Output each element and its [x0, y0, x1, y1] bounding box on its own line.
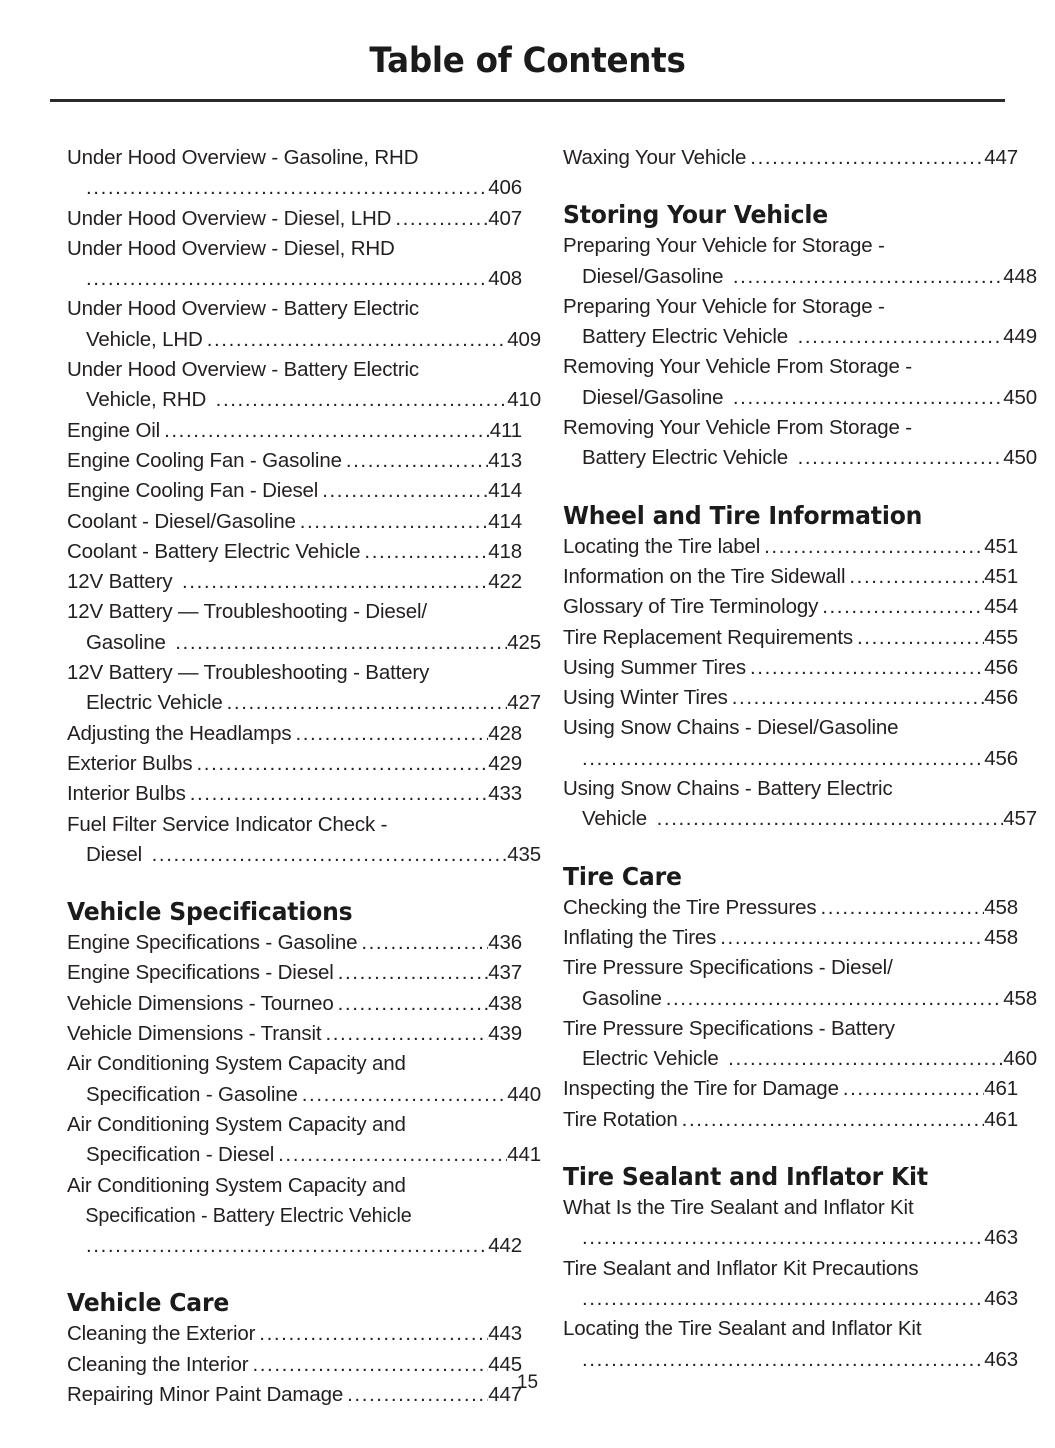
- dot-leader: [582, 1345, 984, 1375]
- toc-leader-row: [67, 446, 522, 476]
- toc-page-number: 437: [488, 961, 522, 985]
- toc-entry-text: Information on the Tire Sidewall: [563, 564, 846, 588]
- dot-leader: [732, 683, 984, 713]
- toc-page-number: 456: [984, 655, 1018, 679]
- toc-entry-text: Exterior Bulbs: [67, 751, 193, 775]
- toc-entry[interactable]: [563, 653, 1018, 683]
- toc-page-number: 463: [984, 1347, 1018, 1371]
- toc-leader-row: [67, 779, 522, 809]
- toc-leader-row: [563, 443, 1037, 473]
- toc-entry-line: Preparing Your Vehicle for Storage -: [563, 234, 885, 258]
- toc-entry[interactable]: [67, 1019, 522, 1049]
- toc-page-number: 461: [984, 1077, 1018, 1101]
- page-title: Table of Contents: [369, 41, 686, 81]
- toc-page-number: 443: [488, 1322, 522, 1346]
- toc-entry-text: Battery Electric Vehicle: [582, 446, 794, 470]
- toc-entry[interactable]: [563, 1254, 1018, 1315]
- toc-leader-row: [67, 1231, 522, 1261]
- toc-entry-text: Waxing Your Vehicle: [563, 146, 747, 169]
- toc-entry-text: Glossary of Tire Terminology: [563, 595, 819, 619]
- toc-entry-text: Electric Vehicle: [86, 691, 223, 715]
- toc-page-number: 406: [488, 176, 522, 200]
- toc-leader-row: [67, 1080, 541, 1110]
- toc-leader-row: [563, 1074, 1018, 1104]
- toc-leader-row: [67, 476, 522, 506]
- toc-entry[interactable]: [563, 352, 1037, 413]
- dot-leader: [86, 1231, 488, 1261]
- toc-page-number: 409: [507, 327, 541, 351]
- header-divider: [50, 99, 1005, 102]
- toc-entry[interactable]: [67, 294, 541, 355]
- toc-page-number: 410: [507, 388, 541, 412]
- toc-page-number: 438: [488, 991, 522, 1015]
- toc-page-number: 441: [507, 1143, 541, 1167]
- toc-page-number: 451: [984, 564, 1018, 588]
- toc-page-number: 457: [1003, 807, 1037, 831]
- toc-page-number: 458: [1003, 986, 1037, 1010]
- toc-page-number: 458: [984, 925, 1018, 949]
- dot-leader: [733, 383, 1003, 413]
- toc-page-number: 447: [984, 146, 1018, 169]
- toc-leader-row: [67, 385, 541, 415]
- toc-entry-text: Tire Replacement Requirements: [563, 625, 853, 649]
- toc-entry-line: Using Snow Chains - Battery Electric: [563, 777, 893, 801]
- toc-entry[interactable]: [563, 413, 1037, 474]
- toc-page-number: 411: [489, 418, 522, 442]
- toc-entry[interactable]: [67, 234, 522, 295]
- toc-column-right: [563, 143, 1037, 1375]
- toc-entry-line: What Is the Tire Sealant and Inflator Kit: [563, 1196, 914, 1220]
- dot-leader: [666, 984, 1004, 1014]
- toc-entry-text: Tire Rotation: [563, 1107, 678, 1131]
- toc-leader-row: [563, 1284, 1018, 1314]
- dot-leader: [750, 143, 984, 173]
- dot-leader: [338, 958, 489, 988]
- toc-page-number: 442: [488, 1234, 522, 1258]
- toc-entry-line: Using Snow Chains - Diesel/Gasoline: [563, 716, 899, 740]
- toc-entry[interactable]: [67, 143, 522, 204]
- toc-page-number: 414: [488, 509, 522, 533]
- toc-entry[interactable]: [67, 1171, 522, 1262]
- toc-entry-line: Removing Your Vehicle From Storage -: [563, 355, 912, 379]
- toc-entry-text: Repairing Minor Paint Damage: [67, 1382, 344, 1406]
- toc-entry-line: Under Hood Overview - Diesel, RHD: [67, 236, 395, 260]
- dot-leader: [182, 567, 488, 597]
- toc-leader-row: [563, 562, 1018, 592]
- toc-entry-text: Inflating the Tires: [563, 925, 717, 949]
- toc-page-number: 422: [488, 570, 522, 594]
- dot-leader: [857, 623, 984, 653]
- toc-entry[interactable]: [563, 231, 1037, 292]
- toc-entry[interactable]: [563, 1105, 1018, 1135]
- toc-entry-line: Air Conditioning System Capacity and: [67, 1112, 406, 1136]
- dot-leader: [164, 416, 490, 446]
- toc-entry-text: Vehicle, LHD: [86, 327, 203, 351]
- toc-leader-row: [563, 1345, 1018, 1375]
- toc-leader-row: [563, 923, 1018, 953]
- toc-page-number: 447: [488, 1382, 522, 1406]
- toc-entry-text: Engine Specifications - Diesel: [67, 961, 334, 985]
- toc-entry-line: 12V Battery — Troubleshooting - Battery: [67, 661, 430, 685]
- toc-entry-text: Vehicle, RHD: [86, 388, 212, 412]
- toc-entry[interactable]: [67, 567, 522, 597]
- toc-entry-line: Removing Your Vehicle From Storage -: [563, 416, 912, 440]
- dot-leader: [843, 1074, 984, 1104]
- dot-leader: [582, 1223, 984, 1253]
- toc-entry-text: Under Hood Overview - Diesel, LHD: [67, 206, 392, 230]
- toc-leader-row: [67, 749, 522, 779]
- toc-page-number: 440: [507, 1082, 541, 1106]
- toc-page-number: 449: [1003, 325, 1037, 349]
- dot-leader: [395, 204, 488, 234]
- toc-entry-text: Diesel/Gasoline: [582, 385, 729, 409]
- dot-leader: [216, 385, 508, 415]
- toc-leader-row: [563, 804, 1037, 834]
- toc-page-number: 435: [507, 842, 541, 866]
- toc-leader-row: [563, 322, 1037, 352]
- toc-leader-row: [67, 567, 522, 597]
- toc-leader-row: [67, 325, 541, 355]
- toc-entry[interactable]: [563, 683, 1018, 713]
- toc-page-number: 418: [488, 539, 522, 563]
- dot-leader: [582, 744, 984, 774]
- toc-entry-text: Interior Bulbs: [67, 782, 186, 806]
- toc-entry-text: Checking the Tire Pressures: [563, 895, 817, 919]
- dot-leader: [798, 322, 1004, 352]
- dot-leader: [346, 446, 488, 476]
- toc-entry[interactable]: [563, 623, 1018, 653]
- toc-entry[interactable]: [67, 416, 522, 446]
- toc-leader-row: [563, 383, 1037, 413]
- toc-entry[interactable]: [67, 204, 522, 234]
- toc-entry[interactable]: [563, 893, 1018, 923]
- dot-leader: [820, 893, 984, 923]
- toc-page-number: 450: [1003, 446, 1037, 470]
- toc-entry[interactable]: [563, 532, 1018, 562]
- toc-page-number: 436: [488, 931, 522, 955]
- toc-entry[interactable]: [67, 355, 541, 416]
- dot-leader: [325, 1019, 488, 1049]
- toc-entry[interactable]: [67, 537, 522, 567]
- toc-leader-row: [67, 204, 522, 234]
- section-heading: Storing Your Vehicle: [563, 200, 828, 230]
- page-number: 15: [516, 1372, 539, 1393]
- toc-entry-text: Gasoline: [582, 986, 662, 1010]
- toc-entry[interactable]: [67, 989, 522, 1019]
- toc-leader-row: [67, 688, 541, 718]
- dot-leader: [300, 507, 489, 537]
- toc-entry-text: Specification - Gasoline: [86, 1082, 298, 1106]
- toc-page-number: 461: [984, 1107, 1018, 1131]
- toc-page-number: 456: [984, 686, 1018, 710]
- toc-entry-text: Vehicle Dimensions - Transit: [67, 1022, 322, 1046]
- toc-entry-text: 12V Battery: [67, 570, 179, 594]
- toc-entry-text: Vehicle: [582, 807, 653, 831]
- toc-leader-row: [67, 537, 522, 567]
- toc-entry-text: Battery Electric Vehicle: [582, 325, 794, 349]
- toc-entry-text: Adjusting the Headlamps: [67, 721, 292, 745]
- toc-page-number: 413: [488, 448, 522, 472]
- toc-leader-row: [563, 1223, 1018, 1253]
- toc-leader-row: [67, 719, 522, 749]
- dot-leader: [207, 325, 508, 355]
- dot-leader: [822, 592, 984, 622]
- toc-entry[interactable]: [563, 592, 1018, 622]
- toc-entry-text: Inspecting the Tire for Damage: [563, 1077, 839, 1101]
- toc-entry[interactable]: [563, 143, 1018, 173]
- dot-leader: [86, 173, 488, 203]
- toc-entry-text: Gasoline: [86, 630, 172, 654]
- toc-leader-row: [67, 1319, 522, 1349]
- toc-entry-line: Tire Sealant and Inflator Kit Precautions: [563, 1256, 919, 1280]
- section-heading: Vehicle Care: [67, 1288, 230, 1318]
- dot-leader: [733, 262, 1003, 292]
- toc-leader-row: [67, 628, 541, 658]
- dot-leader: [175, 628, 507, 658]
- toc-entry[interactable]: [67, 1319, 522, 1349]
- toc-entry[interactable]: [67, 928, 522, 958]
- dot-leader: [295, 719, 488, 749]
- dot-leader: [152, 840, 508, 870]
- toc-page-number: 456: [984, 746, 1018, 770]
- toc-entry[interactable]: [67, 658, 541, 719]
- toc-page-number: 429: [488, 751, 522, 775]
- toc-leader-row: [67, 840, 541, 870]
- toc-entry-text: Cleaning the Exterior: [67, 1322, 256, 1346]
- dot-leader: [338, 989, 489, 1019]
- toc-leader-row: [563, 143, 1018, 173]
- toc-entry-text: Engine Specifications - Gasoline: [67, 931, 358, 955]
- toc-entry[interactable]: [67, 810, 541, 871]
- toc-leader-row: [563, 1105, 1018, 1135]
- toc-entry[interactable]: [67, 446, 522, 476]
- toc-leader-row: [563, 893, 1018, 923]
- toc-leader-row: [563, 623, 1018, 653]
- dot-leader: [750, 653, 984, 683]
- toc-entry-line: Preparing Your Vehicle for Storage -: [563, 294, 885, 318]
- toc-entry-line: Fuel Filter Service Indicator Check -: [67, 812, 388, 836]
- toc-page-number: 408: [488, 267, 522, 291]
- toc-leader-row: [67, 1140, 541, 1170]
- toc-entry[interactable]: [67, 958, 522, 988]
- dot-leader: [849, 562, 984, 592]
- toc-entry-text: Using Winter Tires: [563, 686, 728, 710]
- toc-entry[interactable]: [67, 507, 522, 537]
- toc-page-number: 463: [984, 1286, 1018, 1310]
- section-heading: Wheel and Tire Information: [563, 500, 923, 530]
- toc-entry[interactable]: [67, 1110, 541, 1171]
- toc-leader-row: [563, 984, 1037, 1014]
- toc-leader-row: [563, 1044, 1037, 1074]
- dot-leader: [682, 1105, 985, 1135]
- toc-entry-line: Under Hood Overview - Battery Electric: [67, 358, 420, 382]
- toc-leader-row: [67, 1019, 522, 1049]
- toc-leader-row: [563, 683, 1018, 713]
- toc-page-number: 407: [488, 206, 522, 230]
- toc-leader-row: [67, 989, 522, 1019]
- toc-entry[interactable]: [563, 713, 1018, 774]
- toc-page-number: 463: [984, 1226, 1018, 1250]
- toc-entry-text: Diesel/Gasoline: [582, 264, 729, 288]
- toc-entry-text: Specification - Diesel: [86, 1143, 275, 1167]
- toc-entry[interactable]: [563, 1314, 1018, 1375]
- toc-page-number: 451: [984, 534, 1018, 558]
- toc-entry[interactable]: [563, 1193, 1018, 1254]
- toc-leader-row: [563, 262, 1037, 292]
- toc-leader-row: [563, 592, 1018, 622]
- toc-entry-text: Vehicle Dimensions - Tourneo: [67, 991, 334, 1015]
- dot-leader: [259, 1319, 488, 1349]
- toc-page-number: 455: [984, 625, 1018, 649]
- toc-entry-text: Electric Vehicle: [582, 1047, 725, 1071]
- toc-page-number: 454: [984, 595, 1018, 619]
- toc-entry[interactable]: [67, 1049, 541, 1110]
- dot-leader: [322, 476, 488, 506]
- section-heading: Vehicle Specifications: [67, 897, 353, 927]
- toc-leader-row: [563, 532, 1018, 562]
- toc-entry[interactable]: [67, 779, 522, 809]
- toc-entry-text: Locating the Tire label: [563, 534, 761, 558]
- toc-leader-row: [67, 264, 522, 294]
- toc-entry[interactable]: [563, 292, 1037, 353]
- toc-page-number: 428: [488, 721, 522, 745]
- toc-entry-text: Engine Cooling Fan - Diesel: [67, 479, 319, 503]
- toc-entry-line: 12V Battery — Troubleshooting - Diesel/: [67, 600, 427, 624]
- dot-leader: [197, 749, 489, 779]
- toc-entry[interactable]: [563, 774, 1037, 835]
- toc-page-number: 427: [507, 691, 541, 715]
- dot-leader: [728, 1044, 1003, 1074]
- toc-entry-text: Using Summer Tires: [563, 655, 746, 679]
- toc-entry-line: Specification - Battery Electric Vehicle: [85, 1203, 412, 1227]
- toc-entry-text: Engine Cooling Fan - Gasoline: [67, 448, 342, 472]
- section-heading: Tire Sealant and Inflator Kit: [563, 1162, 928, 1192]
- toc-entry[interactable]: [563, 953, 1037, 1014]
- dot-leader: [582, 1284, 984, 1314]
- toc-entry[interactable]: [563, 1014, 1037, 1075]
- toc-entry-text: Diesel: [86, 842, 148, 866]
- toc-entry-line: Under Hood Overview - Gasoline, RHD: [67, 146, 419, 169]
- toc-entry-line: Locating the Tire Sealant and Inflator Kit: [563, 1317, 922, 1341]
- toc-page-number: 439: [488, 1022, 522, 1046]
- toc-entry-line: Tire Pressure Specifications - Battery: [563, 1016, 895, 1040]
- dot-leader: [798, 443, 1004, 473]
- toc-page-number: 460: [1003, 1047, 1037, 1071]
- toc-entry-text: Coolant - Diesel/Gasoline: [67, 509, 296, 533]
- toc-entry-line: Air Conditioning System Capacity and: [67, 1052, 406, 1076]
- toc-page-number: 425: [507, 630, 541, 654]
- toc-entry-text: Coolant - Battery Electric Vehicle: [67, 539, 361, 563]
- dot-leader: [361, 928, 488, 958]
- toc-leader-row: [563, 744, 1018, 774]
- toc-page-number: 445: [488, 1352, 522, 1376]
- dot-leader: [764, 532, 984, 562]
- toc-entry-text: Cleaning the Interior: [67, 1352, 249, 1376]
- toc-entry[interactable]: [563, 923, 1018, 953]
- toc-leader-row: [67, 958, 522, 988]
- toc-entry[interactable]: [67, 749, 522, 779]
- toc-entry[interactable]: [563, 562, 1018, 592]
- dot-leader: [657, 804, 1004, 834]
- toc-entry[interactable]: [67, 597, 541, 658]
- toc-leader-row: [563, 653, 1018, 683]
- toc-leader-row: [67, 928, 522, 958]
- toc-entry-text: Engine Oil: [67, 418, 161, 442]
- toc-page-number: 433: [488, 782, 522, 806]
- dot-leader: [190, 779, 489, 809]
- dot-leader: [227, 688, 508, 718]
- toc-page-number: 458: [984, 895, 1018, 919]
- section-heading: Tire Care: [563, 861, 682, 891]
- toc-leader-row: [67, 507, 522, 537]
- dot-leader: [302, 1080, 507, 1110]
- toc-entry-line: Under Hood Overview - Battery Electric: [67, 297, 420, 321]
- dot-leader: [720, 923, 984, 953]
- toc-entry-line: Tire Pressure Specifications - Diesel/: [563, 956, 893, 980]
- toc-page-number: 414: [488, 479, 522, 503]
- dot-leader: [278, 1140, 507, 1170]
- toc-leader-row: [67, 173, 522, 203]
- toc-page-number: 450: [1003, 385, 1037, 409]
- toc-entry-line: Air Conditioning System Capacity and: [67, 1173, 406, 1197]
- toc-entry[interactable]: [563, 1074, 1018, 1104]
- toc-leader-row: [67, 416, 522, 446]
- toc-page-number: 448: [1003, 264, 1037, 288]
- toc-entry[interactable]: [67, 719, 522, 749]
- toc-entry[interactable]: [67, 476, 522, 506]
- dot-leader: [364, 537, 488, 567]
- dot-leader: [86, 264, 488, 294]
